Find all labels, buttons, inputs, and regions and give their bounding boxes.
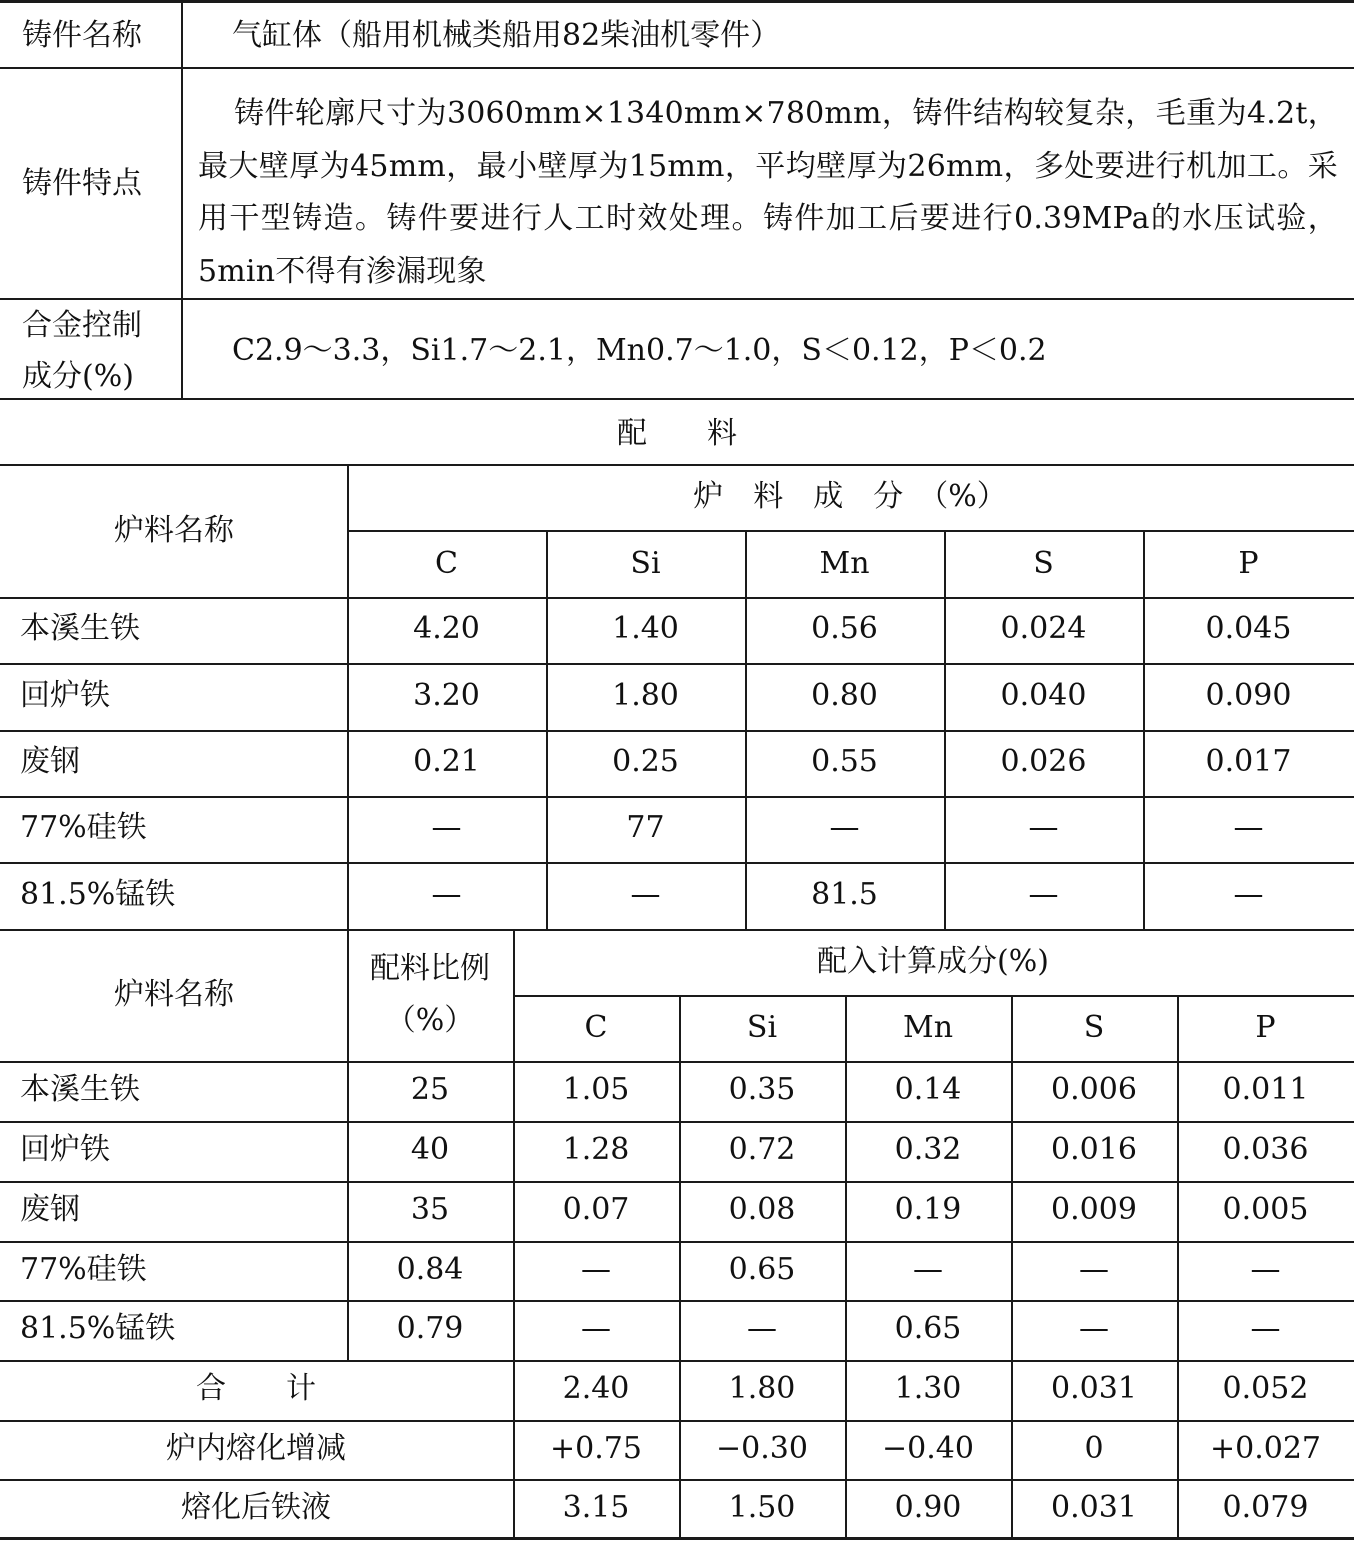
rule xyxy=(0,1061,1354,1063)
calc-ratio-header-line2: （%） xyxy=(385,1003,475,1038)
charge-composition-header: 炉 料 成 分 （%） xyxy=(693,479,1007,514)
charge-cell: 0.25 xyxy=(612,744,679,779)
calc-cell: 0.35 xyxy=(728,1072,796,1107)
calc-summary-cell: 1.80 xyxy=(728,1371,796,1406)
calc-row-name: 本溪生铁 xyxy=(20,1072,140,1107)
calc-cell: — xyxy=(581,1311,611,1346)
charge-cell: 0.017 xyxy=(1205,744,1292,779)
charge-cell: — xyxy=(1028,877,1059,912)
calc-cell: — xyxy=(1079,1311,1109,1346)
rule xyxy=(0,1420,1354,1422)
rule xyxy=(0,1479,1354,1481)
calc-row-ratio: 0.84 xyxy=(396,1252,464,1287)
charge-cell: — xyxy=(829,810,860,845)
calc-cell: 0.016 xyxy=(1051,1132,1137,1167)
rule xyxy=(546,530,548,929)
rule xyxy=(0,1300,1354,1302)
charge-cell: 0.040 xyxy=(1000,678,1087,713)
calc-cell: 0.32 xyxy=(894,1132,962,1167)
calc-row-name: 81.5%锰铁 xyxy=(20,1311,176,1346)
calc-element-header-p: P xyxy=(1255,1010,1276,1045)
rule xyxy=(0,1121,1354,1123)
calc-cell: — xyxy=(1250,1252,1281,1287)
charge-row-name: 81.5%锰铁 xyxy=(20,877,176,912)
charge-cell: 4.20 xyxy=(413,611,480,646)
calc-cell: 1.28 xyxy=(562,1132,630,1167)
charge-cell: — xyxy=(1233,877,1264,912)
charge-element-header-s: S xyxy=(1033,546,1054,581)
calc-cell: — xyxy=(913,1252,943,1287)
charge-cell: 0.21 xyxy=(413,744,480,779)
rule xyxy=(0,298,1354,300)
calc-cell: 0.011 xyxy=(1222,1072,1309,1107)
calc-cell: — xyxy=(1250,1311,1281,1346)
charge-cell: 81.5 xyxy=(811,877,878,912)
calc-cell: 0.19 xyxy=(894,1192,962,1227)
calc-summary-cell: 0.031 xyxy=(1051,1490,1137,1525)
rule xyxy=(347,929,349,1360)
charge-cell: 1.40 xyxy=(612,611,679,646)
rule xyxy=(181,0,183,399)
charge-element-header-mn: Mn xyxy=(819,546,870,581)
alloy-label-line2: 成分(%) xyxy=(22,359,134,394)
calc-element-header-s: S xyxy=(1083,1010,1105,1045)
calc-summary-cell: 3.15 xyxy=(562,1490,630,1525)
calc-cell: 0.72 xyxy=(728,1132,796,1167)
alloy-composition-value: C2.9～3.3，Si1.7～2.1，Mn0.7～1.0，S＜0.12，P＜0.2 xyxy=(232,333,1047,368)
rule xyxy=(0,796,1354,798)
charge-cell: 0.045 xyxy=(1205,611,1292,646)
calc-summary-cell: −0.30 xyxy=(716,1431,808,1466)
charge-cell: — xyxy=(630,877,661,912)
calc-summary-cell: 1.50 xyxy=(728,1490,796,1525)
rule xyxy=(347,464,349,929)
charge-row-name: 77%硅铁 xyxy=(20,810,147,845)
calc-name-header: 炉料名称 xyxy=(114,977,234,1012)
calc-summary-cell: −0.40 xyxy=(882,1431,974,1466)
calc-row-name: 废钢 xyxy=(20,1192,80,1227)
calc-row-ratio: 0.79 xyxy=(396,1311,464,1346)
calc-summary-label: 炉内熔化增减 xyxy=(166,1431,346,1466)
charge-row-name: 本溪生铁 xyxy=(20,611,140,646)
calc-element-header-c: C xyxy=(584,1010,608,1045)
charge-cell: 0.56 xyxy=(811,611,878,646)
calc-summary-label: 熔化后铁液 xyxy=(181,1490,331,1525)
calc-summary-cell: 0.052 xyxy=(1222,1371,1309,1406)
calc-element-header-mn: Mn xyxy=(902,1010,954,1045)
rule-top xyxy=(0,0,1354,3)
casting-name-value: 气缸体（船用机械类船用82柴油机零件） xyxy=(232,18,781,53)
rule xyxy=(0,398,1354,400)
charge-cell: — xyxy=(1233,810,1264,845)
charge-cell: 3.20 xyxy=(413,678,480,713)
calc-composition-header: 配入计算成分(%) xyxy=(817,944,1049,979)
charge-row-name: 回炉铁 xyxy=(20,678,110,713)
charge-name-header: 炉料名称 xyxy=(114,513,234,548)
rule xyxy=(0,597,1354,599)
charge-cell: 0.55 xyxy=(811,744,878,779)
charge-element-header-si: Si xyxy=(630,546,661,581)
charge-cell: 0.024 xyxy=(1000,611,1087,646)
casting-feature-text: 铸件轮廓尺寸为3060mm×1340mm×780mm，铸件结构较复杂，毛重为4.2t，最大壁厚为45mm，最小壁厚为15mm，平均壁厚为26mm，多处要进行机加工。采用干型铸造。铸件要进行人工时效处理。铸件加工后要进行0.39MPa的水压试验，5min不得有渗漏现象 xyxy=(198,96,1338,289)
rule xyxy=(513,995,1354,997)
calc-ratio-header-line1: 配料比例 xyxy=(370,951,490,986)
rule xyxy=(347,530,1354,532)
charge-cell: — xyxy=(431,877,462,912)
calc-cell: 0.08 xyxy=(728,1192,796,1227)
rule xyxy=(0,862,1354,864)
calc-cell: — xyxy=(581,1252,611,1287)
calc-cell: 1.05 xyxy=(562,1072,630,1107)
rule xyxy=(0,1181,1354,1183)
charge-cell: 1.80 xyxy=(612,678,679,713)
calc-cell: 0.14 xyxy=(894,1072,962,1107)
calc-summary-cell: 0.079 xyxy=(1222,1490,1309,1525)
charge-row-name: 废钢 xyxy=(20,744,80,779)
casting-name-label: 铸件名称 xyxy=(22,18,142,53)
calc-summary-cell: 0 xyxy=(1084,1431,1104,1466)
calc-cell: 0.036 xyxy=(1222,1132,1309,1167)
charge-cell: 0.090 xyxy=(1205,678,1292,713)
charge-cell: 77 xyxy=(626,810,665,845)
rule xyxy=(1011,995,1013,1537)
calc-element-header-si: Si xyxy=(746,1010,778,1045)
calc-summary-label: 合 计 xyxy=(196,1371,316,1406)
calc-cell: 0.65 xyxy=(894,1311,962,1346)
charge-cell: 0.026 xyxy=(1000,744,1087,779)
rule xyxy=(845,995,847,1537)
rule xyxy=(0,1241,1354,1243)
calc-row-name: 回炉铁 xyxy=(20,1132,110,1167)
calc-row-ratio: 40 xyxy=(410,1132,450,1167)
rule xyxy=(0,929,1354,931)
calc-row-ratio: 25 xyxy=(410,1072,450,1107)
rule xyxy=(0,1360,1354,1362)
calc-cell: — xyxy=(1079,1252,1109,1287)
calc-cell: 0.009 xyxy=(1051,1192,1137,1227)
calc-row-name: 77%硅铁 xyxy=(20,1252,147,1287)
calc-summary-cell: +0.75 xyxy=(550,1431,642,1466)
rule xyxy=(513,929,515,1537)
casting-feature-label: 铸件特点 xyxy=(22,166,142,201)
calc-cell: 0.006 xyxy=(1051,1072,1137,1107)
rule xyxy=(679,995,681,1537)
rule xyxy=(0,663,1354,665)
calc-summary-cell: +0.027 xyxy=(1209,1431,1322,1466)
rule xyxy=(1177,995,1179,1537)
charge-cell: 0.80 xyxy=(811,678,878,713)
rule-bottom xyxy=(0,1537,1354,1540)
rule xyxy=(944,530,946,929)
rule xyxy=(0,464,1354,466)
calc-cell: 0.005 xyxy=(1222,1192,1309,1227)
calc-cell: 0.65 xyxy=(728,1252,796,1287)
rule xyxy=(745,530,747,929)
calc-summary-cell: 1.30 xyxy=(894,1371,962,1406)
rule xyxy=(1143,530,1145,929)
rule xyxy=(0,67,1354,69)
calc-summary-cell: 0.031 xyxy=(1051,1371,1137,1406)
rule xyxy=(0,730,1354,732)
alloy-label-line1: 合金控制 xyxy=(22,308,142,343)
calc-cell: 0.07 xyxy=(562,1192,630,1227)
section-title: 配 料 xyxy=(617,416,737,451)
calc-row-ratio: 35 xyxy=(410,1192,450,1227)
charge-cell: — xyxy=(1028,810,1059,845)
charge-element-header-c: C xyxy=(435,546,458,581)
calc-summary-cell: 0.90 xyxy=(894,1490,962,1525)
calc-summary-cell: 2.40 xyxy=(562,1371,630,1406)
charge-cell: — xyxy=(431,810,462,845)
charge-element-header-p: P xyxy=(1238,546,1259,581)
calc-cell: — xyxy=(747,1311,777,1346)
